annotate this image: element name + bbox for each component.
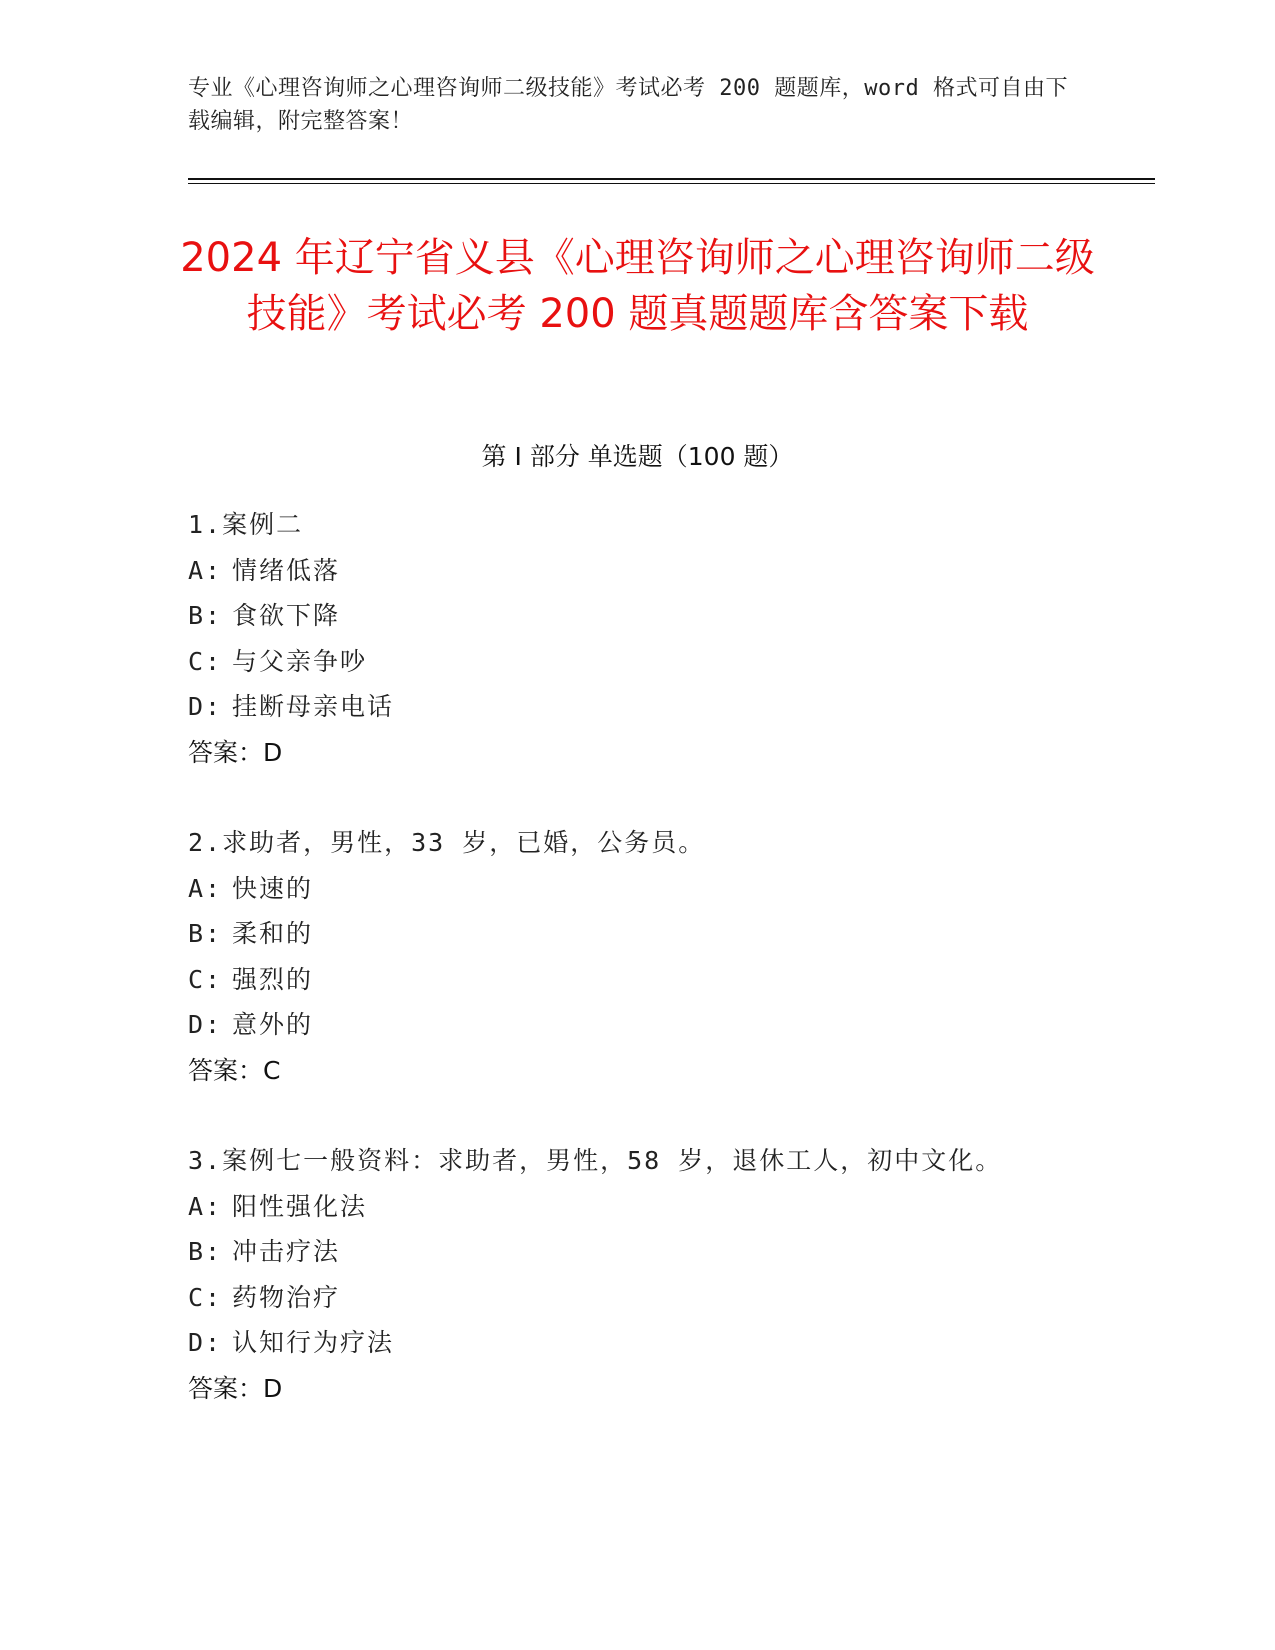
section-title: 第 I 部分 单选题（100 题）: [481, 442, 794, 471]
option-key: D:: [188, 1010, 223, 1039]
option-b: [188, 911, 1088, 957]
option-key: C:: [188, 1282, 223, 1312]
option-key: B:: [188, 1237, 223, 1266]
option-key: B:: [188, 601, 223, 630]
option-b: [188, 593, 1088, 639]
answer: 答案：D: [188, 737, 283, 767]
option-b: [188, 1229, 1088, 1275]
option-c: [188, 1275, 1088, 1321]
option-key: C:: [188, 964, 223, 994]
option-text: 强烈的: [232, 964, 314, 994]
question-stem: 3.案例七一般资料：求助者，男性，58 岁，退休工人，初中文化。: [188, 1146, 1003, 1175]
option-key: A:: [188, 873, 223, 903]
option-d: [188, 684, 1088, 730]
option-text: 意外的: [232, 1010, 314, 1039]
option-key: D:: [188, 1328, 223, 1357]
header-divider-thick: [188, 178, 1155, 180]
option-d: [188, 1320, 1088, 1366]
option-text: 药物治疗: [232, 1282, 341, 1312]
answer: 答案：C: [188, 1055, 281, 1085]
option-key: D:: [188, 692, 223, 721]
option-a: [188, 866, 1088, 912]
option-text: 情绪低落: [232, 555, 341, 585]
option-d: [188, 1002, 1088, 1048]
option-key: C:: [188, 646, 223, 676]
question-stem: 2.求助者，男性，33 岁，已婚，公务员。: [188, 828, 706, 857]
option-a: [188, 548, 1088, 594]
option-text: 冲击疗法: [232, 1237, 341, 1266]
document-title: 2024 年辽宁省义县《心理咨询师之心理咨询师二级技能》考试必考 200 题真题题库含答案下载: [180, 235, 1095, 337]
option-key: A:: [188, 1191, 223, 1221]
option-c: [188, 639, 1088, 685]
option-key: B:: [188, 919, 223, 948]
option-text: 食欲下降: [232, 601, 341, 630]
question-2: [188, 820, 1088, 1093]
header-note: 专业《心理咨询师之心理咨询师二级技能》考试必考 200 题题库，word 格式可自由下载编辑，附完整答案！: [188, 76, 1068, 134]
option-text: 阳性强化法: [232, 1191, 368, 1221]
option-text: 柔和的: [232, 919, 314, 948]
question-1: [188, 502, 1088, 775]
option-a: [188, 1184, 1088, 1230]
question-3: [188, 1138, 1088, 1411]
option-c: [188, 957, 1088, 1003]
option-key: A:: [188, 555, 223, 585]
answer: 答案：D: [188, 1373, 283, 1403]
option-text: 与父亲争吵: [232, 646, 368, 676]
option-text: 挂断母亲电话: [232, 692, 395, 721]
header-divider-thin: [188, 183, 1155, 184]
option-text: 认知行为疗法: [232, 1328, 395, 1357]
option-text: 快速的: [232, 873, 314, 903]
question-stem: 1.案例二: [188, 510, 304, 539]
